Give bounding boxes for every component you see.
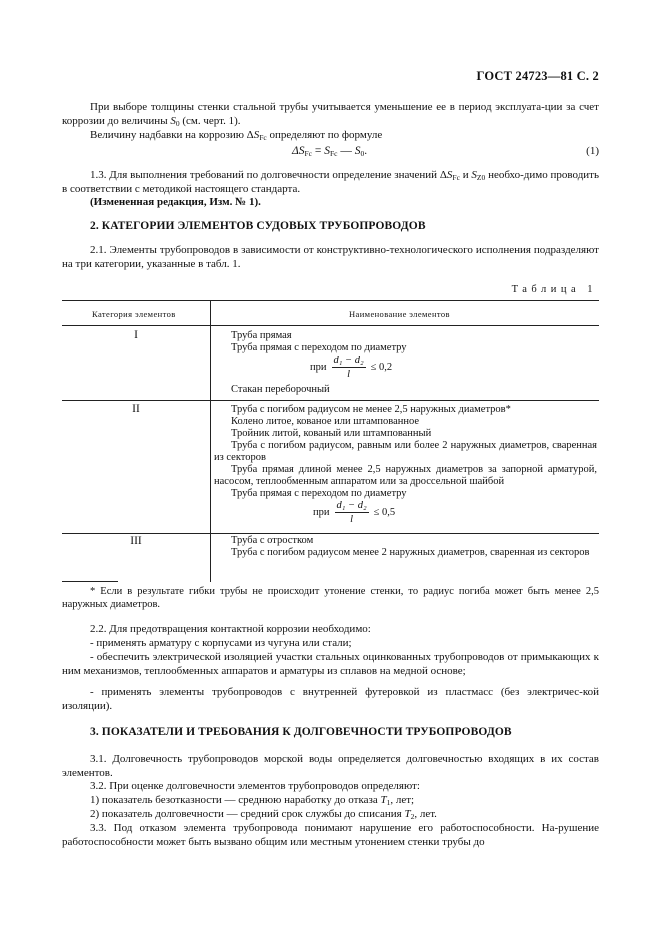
condition-formula-row-2: при $\frac{\text{d₁ − d₂}}{l}$ ≤ 0,5 <box>313 500 396 525</box>
table-row-elements: Труба прямая Труба прямая с переходом по диаметру <box>231 330 407 353</box>
list-item-insulation: - обеспечить электрической изоляцией участки стальных оцинкованных трубопроводов от примыкающих к ним механизмов, теплообменных аппаратов и арматуры из сплавов на медной основе; <box>62 651 599 677</box>
page-header: ГОСТ 24723—81 С. 2 <box>476 69 599 83</box>
table-row-elements: Труба с отростком Труба с погибом радиусом менее 2 наружных диаметров, сваренная из секторов <box>231 535 590 558</box>
table-row-elements: Труба с погибом радиусом не менее 2,5 наружных диаметров* Колено литое, кованое или штампованное Тройник литой, кованый или штампованный Труба с погибом радиусом, равным или более 2 наружных диаметров, сваренная из секторов Труба прямая длиной менее 2,5 наружных диаметров за запорной арматурой, насосом, теплообменным аппаратом или за дроссельной шайбой Труба прямая с переходом по диаметру <box>214 404 597 499</box>
table-row-rule <box>62 400 599 401</box>
table-top-rule <box>62 300 599 301</box>
paragraph-3-1: 3.1. Долговечность трубопроводов морской воды определяется долговечностью входящих в их состав элементов. <box>62 753 599 779</box>
section-2-heading: 2. КАТЕГОРИИ ЭЛЕМЕНТОВ СУДОВЫХ ТРУБОПРОВОДОВ <box>90 220 426 232</box>
table-row-elements-cont: Стакан переборочный <box>231 384 330 395</box>
amendment-note: (Измененная редакция, Изм. № 1). <box>90 196 261 208</box>
table-row-category: II <box>132 403 140 415</box>
fraction: $\frac{\text{d₁ − d₂}}{l}$ <box>333 355 364 380</box>
list-item-lining: - применять элементы трубопроводов с внутренней футеровкой из пластмасс (без электричес-кой изоляции). <box>62 686 599 712</box>
table-row-category: I <box>134 329 138 341</box>
table-header-name: Наименование элементов <box>349 309 450 319</box>
list-item-reliability: 1) показатель безотказности — среднюю наработку до отказа $T_1$, лет; <box>90 794 415 807</box>
condition-formula-row-1: при $\frac{\text{d₁ − d₂}}{l}$ ≤ 0,2 <box>310 355 393 380</box>
fraction: $\frac{\text{d₁ − d₂}}{l}$ <box>336 500 367 525</box>
paragraph-2-1: 2.1. Элементы трубопроводов в зависимости от конструктивно-технологического исполнения подразделяют на три категории, указанные в табл. 1. <box>62 244 599 270</box>
list-item-fittings: - применять арматуру с корпусами из чугуна или стали; <box>90 637 352 649</box>
footnote-rule <box>62 581 118 582</box>
formula-number: (1) <box>586 145 599 157</box>
table-caption: Таблица 1 <box>511 284 597 295</box>
table-header-category: Категория элементов <box>92 309 176 319</box>
paragraph-3-3: 3.3. Под отказом элемента трубопровода понимают нарушение его работоспособности. На-рушение работоспособности может быть вызвано общим или местным утонением стенки трубы до <box>62 822 599 848</box>
table-row-category: III <box>130 535 142 547</box>
table-row-rule <box>62 533 599 534</box>
table-footnote: * Если в результате гибки трубы не происходит утонение стенки, то радиус погиба может быть менее 2,5 наружных диаметров. <box>62 586 599 610</box>
paragraph-wall-thickness: При выборе толщины стенки стальной трубы учитывается уменьшение ее в период эксплуата-ции за счет коррозии до величины $S_0$ (см. черт. 1). <box>62 101 599 128</box>
section-3-heading: 3. ПОКАЗАТЕЛИ И ТРЕБОВАНИЯ К ДОЛГОВЕЧНОСТИ ТРУБОПРОВОДОВ <box>90 726 512 738</box>
paragraph-corrosion-allowance: Величину надбавки на коррозию $\Delta S_{Fc}$ определяют по формуле <box>90 129 383 142</box>
table-header-rule <box>62 325 599 326</box>
paragraph-2-2: 2.2. Для предотвращения контактной коррозии необходимо: <box>90 623 371 635</box>
table-column-divider <box>210 300 211 582</box>
paragraph-3-2: 3.2. При оценке долговечности элементов трубопроводов определяют: <box>90 780 420 792</box>
list-item-durability: 2) показатель долговечности — средний срок службы до списания $T_2$, лет. <box>90 808 437 821</box>
paragraph-1-3: 1.3. Для выполнения требований по долговечности определение значений $\Delta S_{Fc}$ и $S_{Z0}$ необхо-димо проводить в соответствии с методикой настоящего стандарта. <box>62 169 599 195</box>
formula-1: $\Delta S_{Fc} = S_{Fc}$ — $S_0$. <box>292 145 368 158</box>
